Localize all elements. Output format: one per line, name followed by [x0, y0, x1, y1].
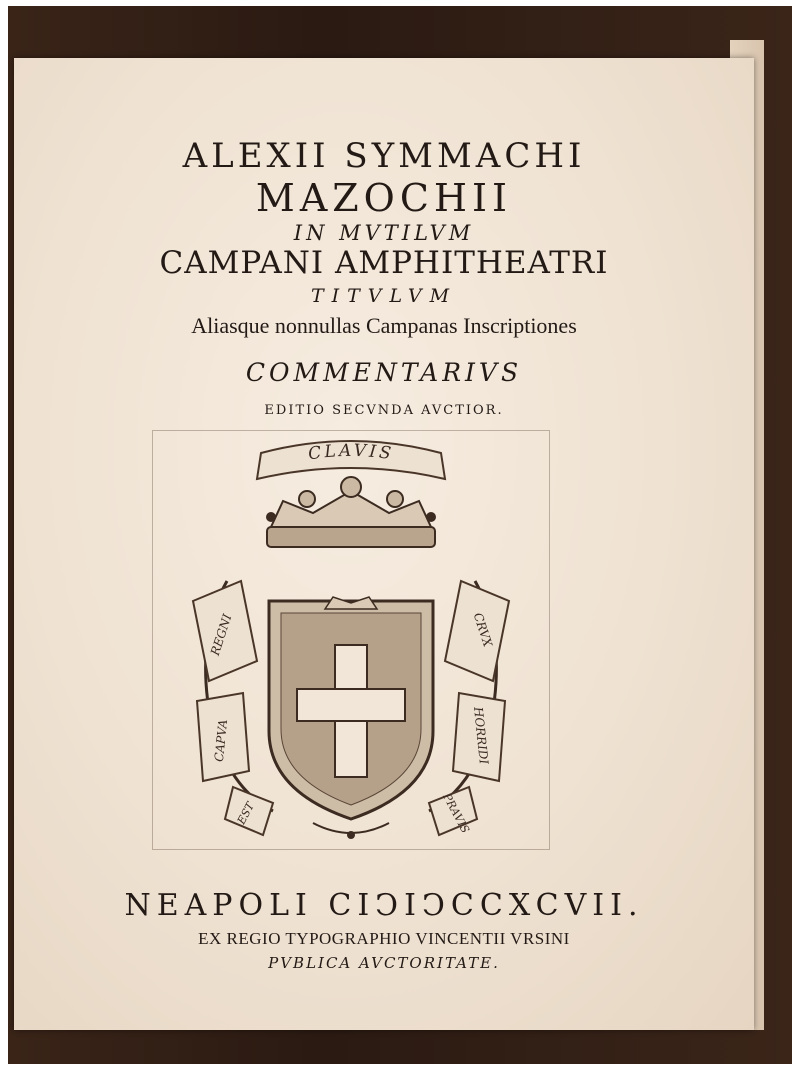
- imprint-authority: PVBLICA AVCTORITATE.: [268, 954, 500, 972]
- title-line-in-mutilum: IN MVTILVM: [293, 221, 475, 245]
- author-surname: MAZOCHII: [255, 176, 513, 220]
- motto-left-middle: CAPVA: [211, 718, 231, 763]
- title-line-aliasque: Aliasque nonnullas Campanas Inscriptiones: [191, 313, 577, 338]
- author-first-name: ALEXII SYMMACHI: [182, 136, 586, 176]
- imprint-place-date: NEAPOLI CIϽIϽCCXCVII.: [124, 888, 644, 923]
- engraved-emblem: [152, 430, 550, 850]
- motto-right-lower: PRAVIS: [440, 791, 472, 836]
- motto-left-upper: REGNI: [207, 612, 235, 658]
- title-line-campani: CAMPANI AMPHITHEATRI: [159, 245, 609, 281]
- motto-right-middle: HORRIDI: [471, 706, 491, 765]
- motto-left-lower: EST: [234, 800, 258, 827]
- imprint-printer: EX REGIO TYPOGRAPHIO VINCENTII VRSINI: [198, 929, 570, 948]
- title-line-commentarius: COMMENTARIVS: [245, 358, 523, 387]
- motto-right-upper: CRVX: [470, 610, 495, 649]
- title-page: [14, 58, 754, 1030]
- coat-of-arms-icon: [153, 431, 549, 849]
- title-line-titulum: TITVLVM: [310, 285, 458, 307]
- edition-statement: EDITIO SECVNDA AVCTIOR.: [264, 403, 504, 418]
- motto-top: CLAVIS: [306, 440, 396, 465]
